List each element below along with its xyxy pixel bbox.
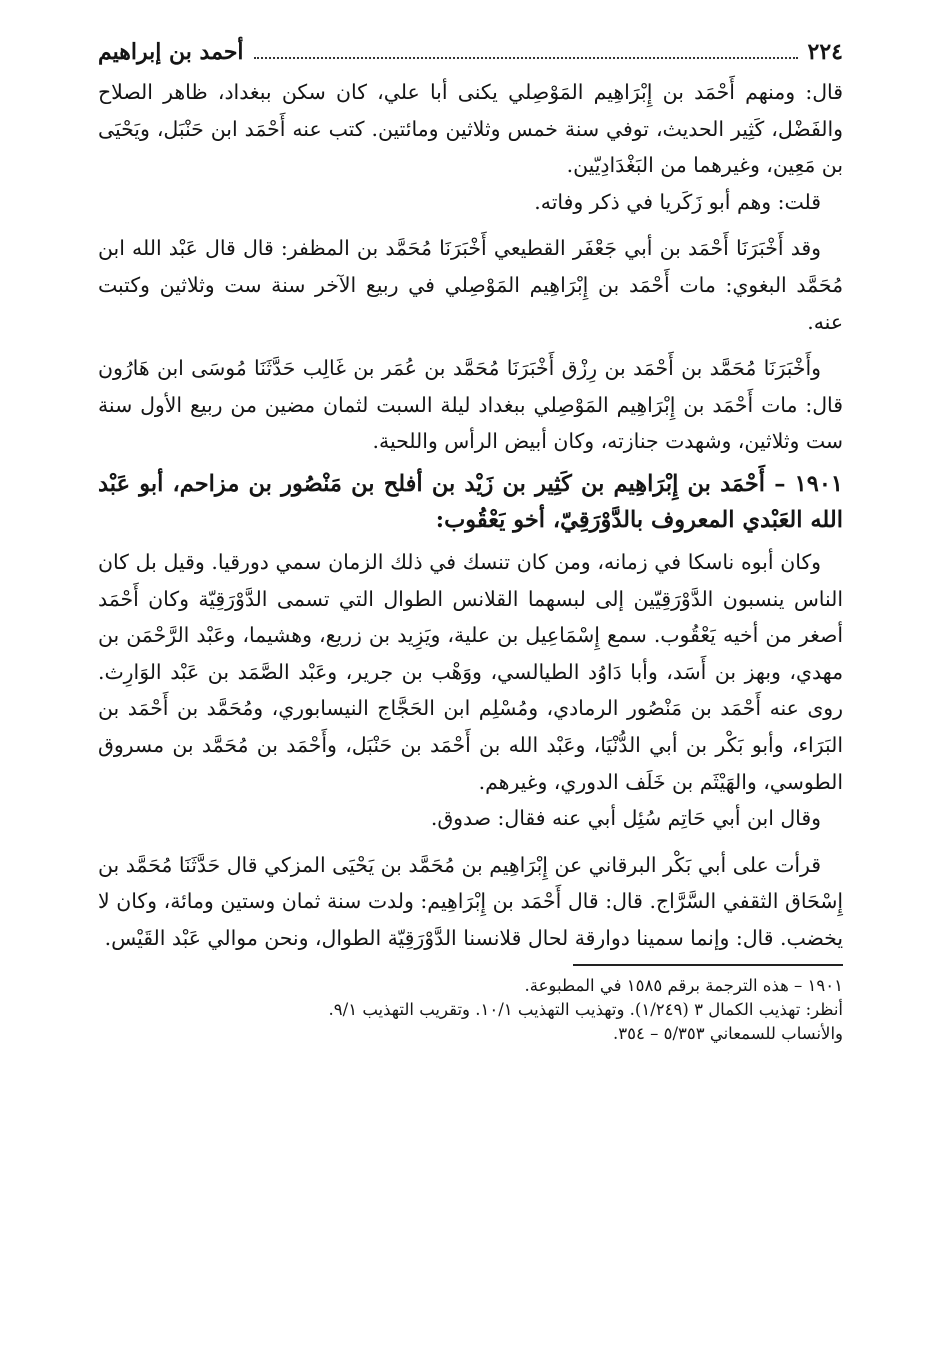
paragraph: قال: ومنهم أَحْمَد بن إِبْرَاهِيم المَوْصِلي يكنى أبا علي، كان سكن ببغداد، ظاهر الصلاح والفَضْل، كَثِير الحديث، توفي سنة خمس وثلاثين ومائتين. كتب عنه أَحْمَد ابن حَنْبَل، ويَحْيَى بن مَعِين، وغيرهما من البَغْدَادِيّين.: [98, 80, 843, 178]
entry-heading: ١٩٠١ – أَحْمَد بن إِبْرَاهِيم بن كَثِير بن زَيْد بن أفلح بن مَنْصُور بن مزاحم، أبو عَبْد الله العَبْدي المعروف بالدَّوْرَقِيّ، أخو يَعْقُوب:: [98, 470, 843, 533]
paragraph: قلت: وهم أبو زَكَريا في ذكر وفاته.: [534, 189, 821, 214]
footnote-line: ١٩٠١ – هذه الترجمة برقم ١٥٨٥ في المطبوعة.: [524, 976, 843, 996]
paragraph: وأَخْبَرَنَا مُحَمَّد بن أَحْمَد بن رِزْق أَخْبَرَنَا مُحَمَّد بن عُمَر بن غَالِب حَدَّثَنَا مُوسَى ابن هَارُون قال: مات أَحْمَد بن إِبْرَاهِيم المَوْصِلي ببغداد ليلة السبت لثمان مضين من ربيع الأول سنة ست وثلاثين، وشهدت جنازته، وكان أبيض الرأس واللحية.: [98, 356, 843, 454]
footnote-line: أنظر: تهذيب الكمال ٣ (١/٢٤٩). وتهذيب التهذيب ١٠/١. وتقريب التهذيب ٩/١.: [328, 1000, 843, 1020]
page-number: ٢٢٤: [807, 39, 843, 65]
header-leader-dots: [254, 57, 798, 59]
main-text: [98, 74, 843, 956]
page-header: [98, 30, 843, 74]
paragraph: قرأت على أبي بَكْر البرقاني عن إِبْرَاهِيم بن مُحَمَّد بن يَحْيَى المزكي قال حَدَّثَنَا مُحَمَّد بن إِسْحَاق الثقفي السَّرَّاج. قال: قال أَحْمَد بن إِبْرَاهِيم: ولدت سنة ثمان وستين ومائة، وكان لا يخضب. قال: وإنما سمينا دوارقة لحال قلانسنا الدَّوْرَقِيّة الطوال، ونحن موالي عَبْد القَيْس.: [98, 852, 843, 950]
paragraph: وقال ابن أبي حَاتِم سُئِل أبي عنه فقال: صدوق.: [430, 806, 821, 831]
paragraph: وقد أَخْبَرَنَا أَحْمَد بن أبي جَعْفَر القطيعي أَخْبَرَنَا مُحَمَّد بن المظفر: قال قال عَبْد الله ابن مُحَمَّد البغوي: مات أَحْمَد بن إِبْرَاهِيم المَوْصِلي في ربيع الآخر سنة ست وثلاثين وكتبت عنه.: [98, 236, 843, 334]
footnotes: [98, 974, 843, 1046]
running-title: أحمد بن إبراهيم: [98, 39, 244, 65]
footnote-separator: [573, 964, 843, 966]
paragraph: وكان أبوه ناسكا في زمانه، ومن كان تنسك في ذلك الزمان سمي دورقيا. وقيل بل كان الناس ينسبون الدَّوْرَقِيّين إلى لبسهما القلانس الطوال التي تسمى الدَّوْرَقِيّة وكان أَحْمَد أصغر من أخيه يَعْقُوب. سمع إِسْمَاعِيل بن علية، ويَزِيد بن زريع، وهشيما، وعَبْد الرَّحْمَن بن مهدي، وبهز بن أَسَد، وأبا دَاوُد الطيالسي، ووَهْب بن جرير، وعَبْد الصَّمَد بن عَبْد الوَارِث. روى عنه أَحْمَد بن مَنْصُور الرمادي، ومُسْلِم ابن الحَجَّاج النيسابوري، ومُحَمَّد بن أَحْمَد بن البَرَاء، وأبو بَكْر بن أبي الدُّنْيَا، وعَبْد الله بن أَحْمَد بن حَنْبَل، وأَحْمَد بن مُحَمَّد بن مسروق الطوسي، والهَيْثَم بن خَلَف الدوري، وغيرهم.: [98, 549, 843, 794]
footnote-line: والأنساب للسمعاني ٥/٣٥٣ – ٣٥٤.: [612, 1024, 843, 1044]
